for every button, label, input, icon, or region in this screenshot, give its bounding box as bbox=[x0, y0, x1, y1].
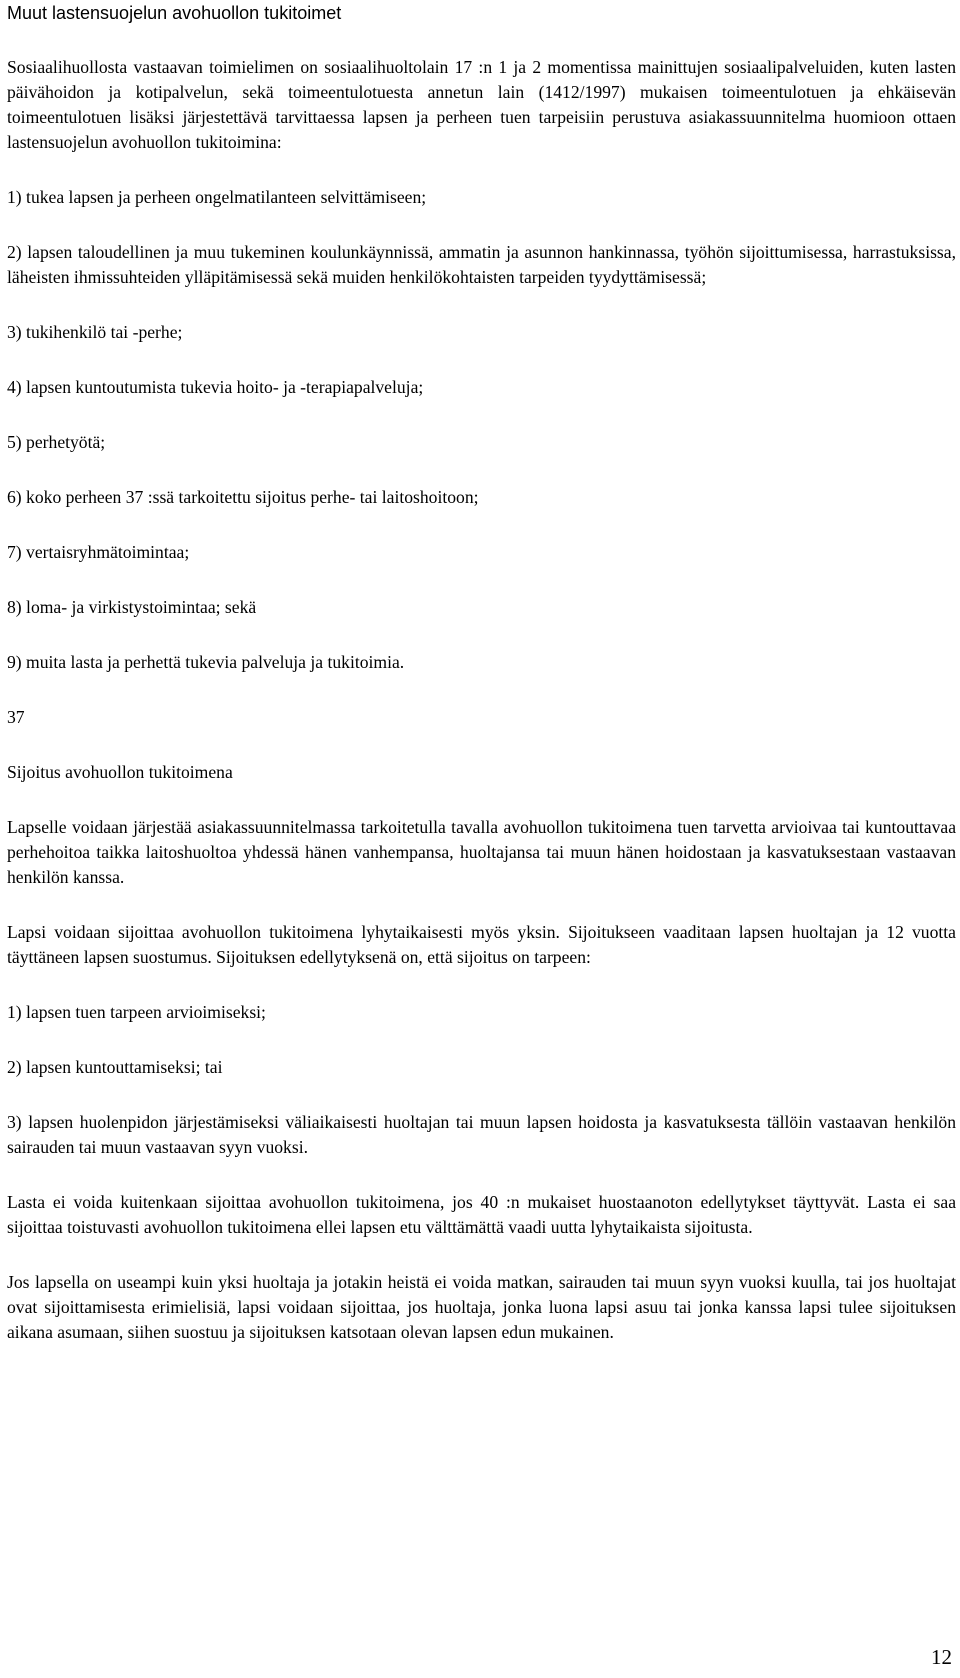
list-item: 2) lapsen kuntouttamiseksi; tai bbox=[7, 1057, 223, 1077]
list-item: 2) lapsen taloudellinen ja muu tukeminen koulunkäynnissä, ammatin ja asunnon hankinnassa, työhön sijoittumisessa, harrastuksissa, läheisten ihmissuhteiden ylläpitämisessä sekä muiden henkilökohtaisten tarpeiden tyydyttämisessä; bbox=[7, 242, 956, 287]
list-item: 8) loma- ja virkistystoimintaa; sekä bbox=[7, 597, 257, 617]
body-paragraph: Jos lapsella on useampi kuin yksi huoltaja ja jotakin heistä ei voida matkan, sairauden tai muun syyn vuoksi kuulla, tai jos huoltajat ovat sijoittamisesta erimielisiä, lapsi voidaan sijoittaa, jos huoltaja, jonka luona lapsi asuu tai jonka kanssa lapsi tulee sijoituksen aikana asumaan, siihen suostuu ja sijoituksen katsotaan olevan lapsen edun mukainen. bbox=[7, 1272, 956, 1342]
body-paragraph: Lasta ei voida kuitenkaan sijoittaa avohuollon tukitoimena, jos 40 :n mukaiset huostaanoton edellytykset täyttyvät. Lasta ei saa sijoittaa toistuvasti avohuollon tukitoimena ellei lapsen etu välttämättä vaadi uutta lyhytaikaista sijoitusta. bbox=[7, 1192, 956, 1237]
list-item: 6) koko perheen 37 :ssä tarkoitettu sijoitus perhe- tai laitoshoitoon; bbox=[7, 487, 479, 507]
list-item: 3) lapsen huolenpidon järjestämiseksi väliaikaisesti huoltajan tai muun lapsen hoidosta ja kasvatuksesta tällöin vastaavan henkilön sairauden tai muun vastaavan syyn vuoksi. bbox=[7, 1112, 956, 1157]
page-number: 12 bbox=[931, 1645, 952, 1669]
body-paragraph: Lapselle voidaan järjestää asiakassuunnitelmassa tarkoitetulla tavalla avohuollon tukitoimena tuen tarvetta arvioivaa tai kuntouttavaa perhehoitoa taikka laitoshuoltoa yhdessä hänen vanhempansa, huoltajansa tai muun hänen hoidostaan ja kasvatuksestaan vastaavan henkilön kanssa. bbox=[7, 817, 956, 887]
list-item: 4) lapsen kuntoutumista tukevia hoito- ja -terapiapalveluja; bbox=[7, 377, 424, 397]
intro-paragraph: Sosiaalihuollosta vastaavan toimielimen on sosiaalihuoltolain 17 :n 1 ja 2 momentissa mainittujen sosiaalipalveluiden, kuten lasten päivähoidon ja kotipalvelun, sekä toimeentulotuesta annetun lain (1412/1997) mukaisen toimeentulotuen ja ehkäisevän toimeentulotuen lisäksi järjestettävä tarvittaessa lapsen ja perheen tuen tarpeisiin perustuva asiakassuunnitelma huomioon ottaen lastensuojelun avohuollon tukitoimina: bbox=[7, 57, 956, 152]
list-item: 7) vertaisryhmätoimintaa; bbox=[7, 542, 190, 562]
body-paragraph: Lapsi voidaan sijoittaa avohuollon tukitoimena lyhytaikaisesti myös yksin. Sijoitukseen vaaditaan lapsen huoltajan ja 12 vuotta täyttäneen lapsen suostumus. Sijoituksen edellytyksenä on, että sijoitus on tarpeen: bbox=[7, 922, 956, 967]
document-title: Muut lastensuojelun avohuollon tukitoimet bbox=[7, 3, 342, 23]
list-item: 9) muita lasta ja perhettä tukevia palveluja ja tukitoimia. bbox=[7, 652, 405, 672]
list-item: 5) perhetyötä; bbox=[7, 432, 106, 452]
document-body bbox=[7, 55, 956, 1375]
list-item: 1) tukea lapsen ja perheen ongelmatilanteen selvittämiseen; bbox=[7, 187, 427, 207]
section-number: 37 bbox=[7, 707, 25, 727]
list-item: 3) tukihenkilö tai -perhe; bbox=[7, 322, 183, 342]
section-heading: Sijoitus avohuollon tukitoimena bbox=[7, 762, 233, 782]
list-item: 1) lapsen tuen tarpeen arvioimiseksi; bbox=[7, 1002, 266, 1022]
